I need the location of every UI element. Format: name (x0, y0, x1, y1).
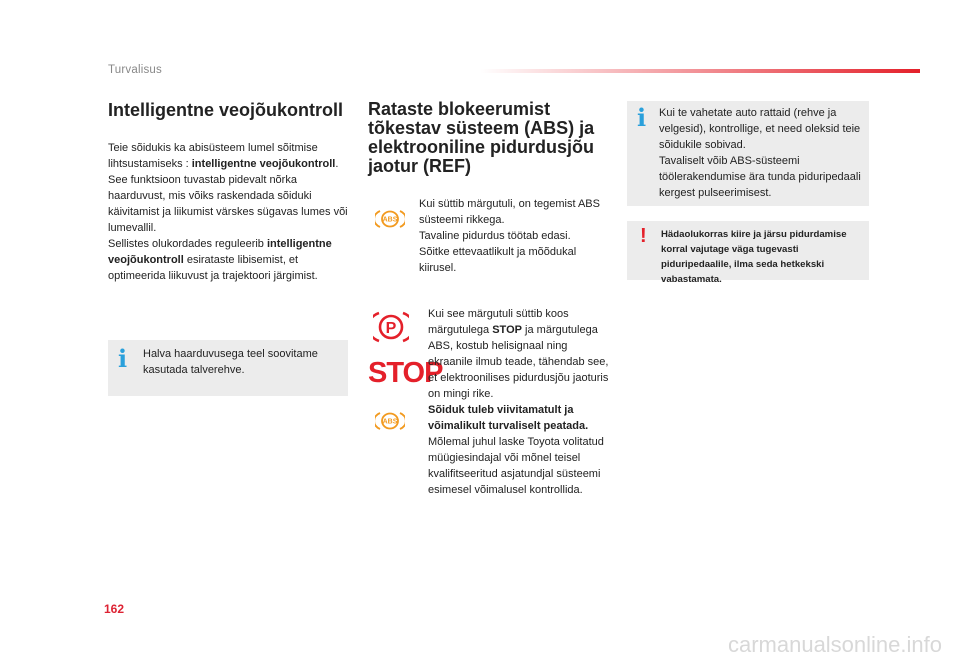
abs-lamp-label: ABS (382, 216, 398, 224)
exclamation-icon: ! (640, 225, 647, 247)
header-accent-bar (480, 69, 920, 73)
traction-control-text (108, 140, 353, 284)
p1-bold: intelligentne veojõukontroll (191, 158, 336, 170)
wheel-info-text (659, 105, 864, 201)
abs-warning-text (419, 196, 611, 276)
parking-brake-lamp-icon (373, 310, 409, 344)
info-line1: Kui te vahetate auto rattaid (rehve ja velgesid), kontrollige, et need oleksid teie sõidukile sobivad. (659, 107, 861, 151)
t1-line3: Sõitke ettevaatlikult ja mõõdukal kiirusel. (419, 246, 577, 274)
abs-lamp-icon-2 (375, 411, 405, 431)
p3-bold: intelligentne veojõukontroll (108, 238, 332, 266)
t2-stop-word: STOP (492, 324, 522, 336)
info-line2: Tavaliselt võib ABS-süsteemi töölerakendumise ära tunda piduripedaali kergest pulseerimisest. (659, 155, 861, 199)
abs-section-title: Rataste blokeerumist tõkestav süsteem (ABS) ja elektrooniline pidurdusjõu jaotur (REF) (368, 99, 595, 176)
traction-control-title: Intelligentne veojõukontroll (108, 100, 344, 120)
t2-text-d: Mõlemal juhul laske Toyota volitatud müügiesindajal või mõnel teisel kvalifitseeritud asjatundjal süsteemi esimesel võimalusel kontrollida. (428, 436, 604, 496)
t2-text-a: Kui see märgutuli süttib koos märgutulega (428, 308, 569, 336)
watermark: carmanualsonline.info (727, 632, 942, 657)
info-icon-2: i (637, 103, 647, 132)
info-text: Halva haarduvusega teel soovitame kasutada talverehve. (143, 348, 318, 376)
section-label: Turvalisus (108, 64, 162, 76)
wheel-change-info-box (627, 101, 869, 206)
abs-lamp-label-2: ABS (382, 418, 398, 426)
warning-text: Hädaolukorras kiire ja järsu pidurdamise korral vajutage väga tugevasti piduripedaalile, ilma seda hetkekski vabastamata. (661, 229, 847, 285)
p2-text: See funktsioon tuvastab pidevalt nõrka haarduvust, mis võiks raskendada sõiduki käivitamist ja liikumist värskes sügavas lumes või lumevallil. (108, 174, 348, 234)
t1-line2: Tavaline pidurdus töötab edasi. (419, 230, 571, 242)
p1-text: Teie sõidukis ka abisüsteem lumel sõitmise lihtsustamiseks : (108, 142, 318, 170)
p3-text: Sellistes olukordades reguleerib (108, 238, 267, 250)
ebd-fault-text (428, 306, 610, 498)
stop-lamp-icon: STOP (368, 357, 443, 389)
t2-bold: Sõiduk tuleb viivitamatult ja võimalikult turvaliselt peatada. (428, 404, 589, 432)
emergency-braking-warning-box (627, 221, 869, 285)
parking-lamp-label: P (385, 320, 397, 337)
winter-tyre-info-box (108, 340, 348, 396)
abs-lamp-icon (375, 209, 405, 229)
t1-line1: Kui süttib märgutuli, on tegemist ABS süsteemi rikkega. (419, 198, 600, 226)
info-icon: i (118, 344, 128, 373)
page-number: 162 (104, 602, 125, 616)
t2-text-c: ja märgutulega ABS, kostub helisignaal ning ekraanile ilmub teade, tähendab see, et elektroonilises pidurdusjõu jaoturis on mingi rike. (428, 324, 609, 400)
p3-end: esirataste libisemist, et optimeerida liikuvust ja trajektoori järgimist. (108, 254, 318, 282)
p1-end: . (335, 158, 339, 170)
